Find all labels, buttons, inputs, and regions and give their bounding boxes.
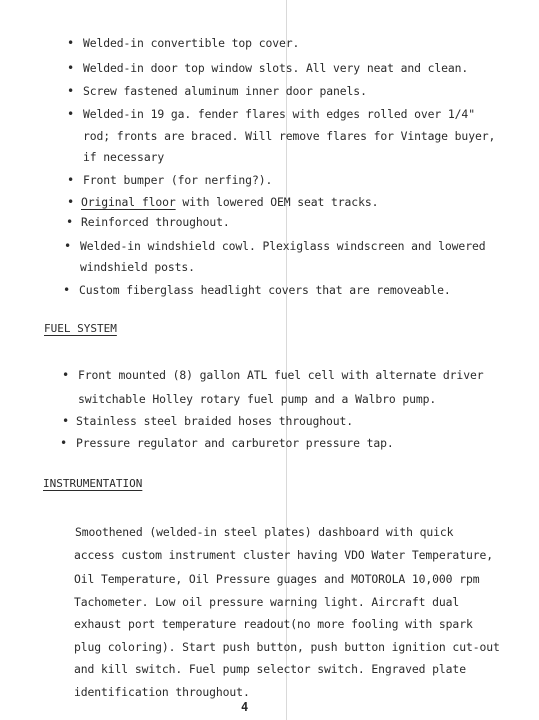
bullet: • bbox=[67, 61, 75, 75]
page-number: 4 bbox=[241, 700, 249, 714]
list-item: Stainless steel braided hoses throughout. bbox=[76, 414, 354, 428]
list-item: Welded-in windshield cowl. Plexiglass windscreen and lowered bbox=[80, 239, 486, 253]
paragraph-line: and kill switch. Fuel pump selector switch. Engraved plate bbox=[74, 662, 466, 676]
list-item bbox=[81, 195, 378, 209]
list-item: Welded-in convertible top cover. bbox=[83, 36, 300, 50]
paragraph-line: identification throughout. bbox=[74, 685, 250, 699]
paragraph-line: Smoothened (welded-in steel plates) dashboard with quick bbox=[75, 525, 454, 539]
list-item: Front bumper (for nerfing?). bbox=[83, 173, 273, 187]
bullet: • bbox=[67, 36, 75, 50]
list-item: Custom fiberglass headlight covers that are removeable. bbox=[79, 283, 451, 297]
list-item: Front mounted (8) gallon ATL fuel cell with alternate driver bbox=[78, 368, 484, 382]
paragraph-line: access custom instrument cluster having VDO Water Temperature, bbox=[74, 548, 493, 562]
bullet: • bbox=[63, 283, 71, 297]
paragraph-line: Oil Temperature, Oil Pressure guages and MOTOROLA 10,000 rpm bbox=[74, 572, 480, 586]
bullet: • bbox=[62, 368, 70, 382]
list-item: Welded-in 19 ga. fender flares with edges rolled over 1/4" bbox=[83, 107, 475, 121]
bullet: • bbox=[67, 107, 75, 121]
list-item-text: with lowered OEM seat tracks. bbox=[175, 195, 379, 209]
list-item-continuation: if necessary bbox=[83, 150, 165, 164]
list-item: Welded-in door top window slots. All very neat and clean. bbox=[83, 61, 469, 75]
list-item-continuation: rod; fronts are braced. Will remove flares for Vintage buyer, bbox=[83, 129, 496, 143]
bullet: • bbox=[66, 215, 74, 229]
bullet: • bbox=[62, 414, 70, 428]
list-item: Screw fastened aluminum inner door panels. bbox=[83, 84, 367, 98]
bullet: • bbox=[67, 195, 75, 209]
paragraph-line: Tachometer. Low oil pressure warning light. Aircraft dual bbox=[74, 595, 460, 609]
list-item: Reinforced throughout. bbox=[81, 215, 230, 229]
bullet: • bbox=[60, 436, 68, 450]
paragraph-line: plug coloring). Start push button, push button ignition cut-out bbox=[74, 640, 500, 654]
bullet: • bbox=[67, 173, 75, 187]
bullet: • bbox=[67, 84, 75, 98]
list-item-continuation: windshield posts. bbox=[80, 260, 195, 274]
underlined-text: Original floor bbox=[81, 195, 176, 209]
bullet: • bbox=[64, 239, 72, 253]
paragraph-line: exhaust port temperature readout(no more fooling with spark bbox=[74, 617, 473, 631]
section-heading-fuel-system: FUEL SYSTEM bbox=[44, 322, 117, 335]
list-item: Pressure regulator and carburetor pressure tap. bbox=[76, 436, 394, 450]
section-heading-instrumentation: INSTRUMENTATION bbox=[43, 477, 143, 490]
list-item-continuation: switchable Holley rotary fuel pump and a Walbro pump. bbox=[78, 392, 437, 406]
